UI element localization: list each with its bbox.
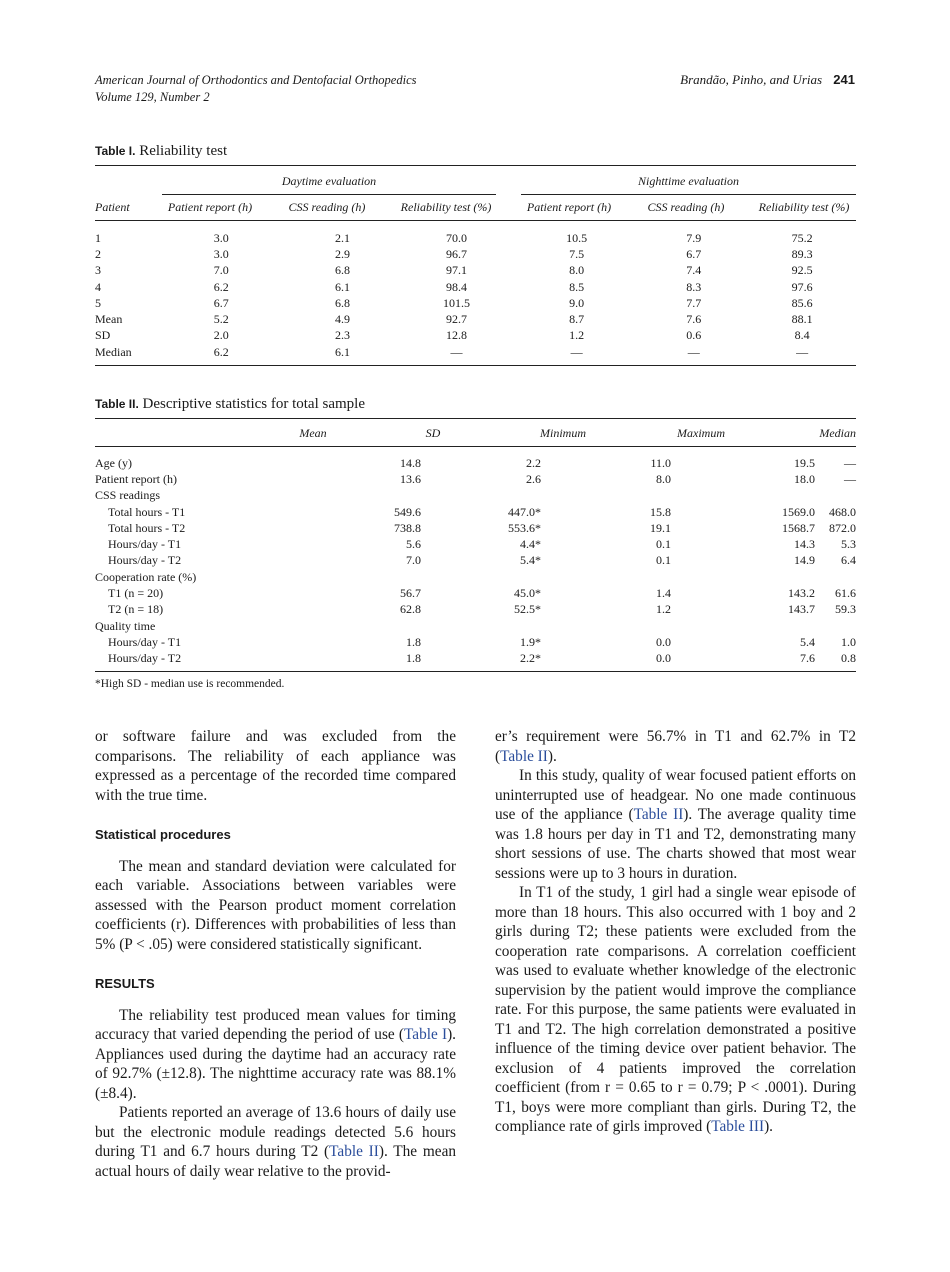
table2-cell: 738.8 <box>394 520 421 535</box>
table1-row-label: 1 <box>95 230 101 245</box>
table1-cell: 3.0 <box>213 246 229 261</box>
left-para-1: or software failure and was excluded from the comparisons. The reliability of each appliance was expressed as a percentage of the recorded time compared with the true time. <box>95 728 456 804</box>
table1-cell: 6.7 <box>213 295 229 310</box>
table2-cell <box>541 488 671 504</box>
table1-cell: 96.7 <box>445 246 467 261</box>
table2-cell <box>671 569 815 585</box>
table2-row <box>95 520 856 536</box>
table2-cell: 2.2 <box>526 455 541 470</box>
table2-row <box>95 471 856 487</box>
table1-cell: — <box>687 344 700 359</box>
table2-header-rule <box>95 446 856 447</box>
table1-top-rule <box>95 165 856 166</box>
table1-cell: 97.6 <box>791 279 813 294</box>
table1-cell: 6.7 <box>686 246 702 261</box>
table2-row <box>95 455 856 471</box>
table2-cell: 5.4 <box>800 634 815 649</box>
table2-cell: 45.0* <box>514 586 541 601</box>
table2-cell: 19.1 <box>650 520 671 535</box>
table2-cell: 5.4* <box>520 553 541 568</box>
page-number: 241 <box>833 72 855 87</box>
table2-cell <box>421 488 541 504</box>
table2-row <box>95 651 856 667</box>
table1-cell: 89.3 <box>791 246 813 261</box>
table1-cell: 10.5 <box>566 230 588 245</box>
link-table-2[interactable]: Table II <box>329 1143 379 1160</box>
running-header-authors <box>680 72 855 88</box>
left-column <box>95 727 456 1181</box>
table2-cell: 13.6 <box>400 471 421 486</box>
table2-row-label: Patient report (h) <box>95 471 177 486</box>
table2-cell: 143.2 <box>788 586 815 601</box>
table1-cell: 7.6 <box>686 312 702 327</box>
table1-cell: 7.0 <box>213 263 229 278</box>
table1-caption <box>95 143 227 160</box>
table2-cell: 447.0* <box>508 504 541 519</box>
table1-row-label: 5 <box>95 295 101 310</box>
table1-cell: 7.4 <box>686 263 702 278</box>
table1-row-label: Mean <box>95 312 123 327</box>
table2-cell: 1.0 <box>841 634 856 649</box>
table1-col-night-reliability: Reliability test (%) <box>758 200 850 214</box>
table2-row-label: Total hours - T1 <box>108 504 186 519</box>
table2-cell <box>421 618 541 634</box>
table2-row <box>95 504 856 520</box>
table1-day-rule <box>162 194 496 195</box>
table1-cell: 2.3 <box>334 328 350 343</box>
table2-row <box>95 536 856 552</box>
table2-cell: 0.0 <box>656 651 671 666</box>
journal-name: American Journal of Orthodontics and Dentofacial Orthopedics <box>95 73 417 87</box>
table2-cell: 18.0 <box>794 471 815 486</box>
table2-cell: 1.2 <box>656 602 671 617</box>
table2-row-label: T2 (n = 18) <box>108 602 164 617</box>
heading-results: RESULTS <box>95 976 155 991</box>
table1-cell: 92.5 <box>791 263 813 278</box>
right-para-1: er’s requirement were 56.7% in T1 and 62.7% in T2 (Table II). <box>495 728 856 765</box>
table1-header-rule <box>95 220 856 221</box>
table1-col-day-report: Patient report (h) <box>167 200 253 214</box>
table1-row <box>95 344 856 360</box>
table1-cell: 2.0 <box>213 328 229 343</box>
right-column <box>495 727 856 1137</box>
table2-cell: 872.0 <box>829 520 856 535</box>
table2-cell <box>815 488 856 504</box>
table2-cell <box>671 618 815 634</box>
table1-cell: 6.1 <box>334 279 350 294</box>
table1-cell: 8.0 <box>569 263 585 278</box>
table2-row-label: Age (y) <box>95 455 132 470</box>
table2-cell <box>541 618 671 634</box>
table2-col-maximum: Maximum <box>677 426 725 440</box>
table2-cell: 56.7 <box>400 586 421 601</box>
table2-cell: 143.7 <box>788 602 815 617</box>
right-para-3: In T1 of the study, 1 girl had a single wear episode of more than 18 hours. This also occurred with 1 boy and 2 girls during T2; these patients were excluded from the cooperation rate comparisons. A correlation coefficient was used to evaluate whether knowledge of the electronic supervision by the patient would improve the compliance rate. For this purpose, the same patients were evaluated in T1 and T2. The high correlation demonstrated a positive influence of the timing device over patient behavior. The exclusion of 4 patients improved the correlation coefficient (from r = 0.65 to r = 0.79; P < .0001). During T1, boys were more compliant than girls. During T2, the compliance rate of girls improved (Table III). <box>495 884 856 1135</box>
right-para-2: In this study, quality of wear focused patient efforts on uninterrupted use of headgear. No one made continuous use of the appliance (Table II). The average quality time was 1.8 hours per day in T1 and T2, demonstrating many short sessions of use. The charts showed that most wear sessions were up to 3 hours in duration. <box>495 767 856 882</box>
table1-cell: 97.1 <box>445 263 467 278</box>
table1-body <box>95 230 856 360</box>
table2-caption <box>95 396 365 413</box>
table1-cell: 6.8 <box>334 295 350 310</box>
table2-cell: 61.6 <box>835 586 856 601</box>
table2-row-label: Hours/day - T1 <box>108 537 182 552</box>
left-para-2: The mean and standard deviation were calculated for each variable. Associations between variables were assessed with the Pearson product moment correlation coefficients (r). Differences with probabilities of less than 5% (P < .05) were considered statistically significant. <box>95 857 456 953</box>
table1-col-day-css: CSS reading (h) <box>288 200 366 214</box>
table1-cell: 8.5 <box>569 279 585 294</box>
table1-row <box>95 230 856 246</box>
table2-row <box>95 585 856 601</box>
table2-cell: 52.5* <box>514 602 541 617</box>
table2-col-minimum: Minimum <box>540 426 586 440</box>
table2-label: Table II. <box>95 397 139 411</box>
table2-row <box>95 634 856 650</box>
table1-cell: 7.5 <box>569 246 585 261</box>
table2-cell <box>421 569 541 585</box>
table1-row <box>95 279 856 295</box>
table2-cell: 7.6 <box>800 651 815 666</box>
table1-cell: 9.0 <box>569 295 585 310</box>
journal-volume: Volume 129, Number 2 <box>95 90 210 104</box>
table2-row <box>95 602 856 618</box>
table2-cell: 14.9 <box>794 553 815 568</box>
table1-cell: 12.8 <box>445 328 467 343</box>
table2-cell: 1.8 <box>406 634 421 649</box>
table1-cell: 2.9 <box>334 246 350 261</box>
table2-cell: 1.9* <box>520 634 541 649</box>
table1-cell: — <box>796 344 809 359</box>
table1-col-day-reliability: Reliability test (%) <box>400 200 492 214</box>
table1-row-label: 2 <box>95 246 101 261</box>
table2-cell: 19.5 <box>794 455 815 470</box>
table1-cell: 7.7 <box>686 295 702 310</box>
table2-cell: 5.6 <box>406 537 421 552</box>
table2-cell: 0.1 <box>656 553 671 568</box>
table2-footnote: *High SD - median use is recommended. <box>95 678 285 690</box>
table2-cell: 11.0 <box>650 455 671 470</box>
table1-cell: 101.5 <box>442 295 470 310</box>
table1-cell: 1.2 <box>569 328 585 343</box>
table1-row <box>95 246 856 262</box>
table2-cell <box>270 569 421 585</box>
table2-cell <box>815 569 856 585</box>
table2-cell: 468.0 <box>829 504 856 519</box>
table2-cell <box>671 488 815 504</box>
table2-row-label: Hours/day - T2 <box>108 553 182 568</box>
table2-row <box>95 569 856 585</box>
table2-cell: — <box>844 455 856 470</box>
table2-cell: 8.0 <box>656 471 671 486</box>
table2-body <box>95 455 856 667</box>
table2-cell: 1568.7 <box>782 520 815 535</box>
table1-group-day: Daytime evaluation <box>281 174 377 188</box>
table2-cell: 0.1 <box>656 537 671 552</box>
table2-cell: 14.8 <box>400 455 421 470</box>
table1-col-night-report: Patient report (h) <box>526 200 612 214</box>
table2-row-label: Total hours - T2 <box>108 520 186 535</box>
table2-cell <box>270 488 421 504</box>
table1-row-label: Median <box>95 344 132 359</box>
table2-cell: 553.6* <box>508 520 541 535</box>
table1-row <box>95 295 856 311</box>
table1-row-label: SD <box>95 328 111 343</box>
table2-cell: 1.4 <box>656 586 671 601</box>
table1-cell: 5.2 <box>213 312 229 327</box>
table1-col-patient: Patient <box>95 200 130 214</box>
table1-row <box>95 328 856 344</box>
table2-bottom-rule <box>95 671 856 672</box>
table2-cell <box>270 618 421 634</box>
table1-cell: 75.2 <box>791 230 813 245</box>
table1-cell: 98.4 <box>445 279 467 294</box>
link-table-2[interactable]: Table II <box>500 747 548 765</box>
table1-cell: 6.8 <box>334 263 350 278</box>
table2-cell: 0.0 <box>656 634 671 649</box>
table1-row-label: 3 <box>95 263 101 278</box>
table2-cell: 14.3 <box>794 537 815 552</box>
table1-cell: 3.0 <box>213 230 229 245</box>
table2-cell: 5.3 <box>841 537 856 552</box>
table2-cell: 1569.0 <box>782 504 815 519</box>
table2-cell: 59.3 <box>835 602 856 617</box>
table1-group-night: Nighttime evaluation <box>638 174 739 188</box>
table2-row-label: CSS readings <box>95 488 161 503</box>
table1-bottom-rule <box>95 365 856 366</box>
table1-cell: 8.7 <box>569 312 585 327</box>
left-para-3: The reliability test produced mean values for timing accuracy that varied depending the period of use (Table I). Appliances used during the daytime had an accuracy rate of 92.7% (±12.8). The nighttime accuracy rate was 88.1% (±8.4). <box>95 1006 456 1102</box>
table2-cell: 15.8 <box>650 504 671 519</box>
table2-row-label: Cooperation rate (%) <box>95 569 197 584</box>
table1-cell: 6.2 <box>213 279 229 294</box>
table2-title: Descriptive statistics for total sample <box>142 396 365 412</box>
table2-cell: 549.6 <box>394 504 421 519</box>
table2-col-median: Median <box>819 426 856 440</box>
table1-cell: 85.6 <box>791 295 813 310</box>
table2-col-sd: SD <box>425 426 441 440</box>
table1-cell: 4.9 <box>334 312 350 327</box>
table1-title: Reliability test <box>139 143 228 159</box>
table1-row-label: 4 <box>95 279 101 294</box>
table2-row-label: T1 (n = 20) <box>108 586 164 601</box>
table2-cell: 1.8 <box>406 651 421 666</box>
table1-cell: — <box>570 344 583 359</box>
table2-cell: 7.0 <box>406 553 421 568</box>
table2-cell <box>815 618 856 634</box>
table2-cell: 6.4 <box>841 553 856 568</box>
link-table-3[interactable]: Table III <box>711 1118 765 1135</box>
table1-row <box>95 263 856 279</box>
table2-col-mean: Mean <box>299 426 327 440</box>
table1-label: Table I. <box>95 144 136 158</box>
table1-night-rule <box>521 194 856 195</box>
table2-cell: — <box>844 471 856 486</box>
left-para-4: Patients reported an average of 13.6 hours of daily use but the electronic module readings detected 5.6 hours during T1 and 6.7 hours during T2 (Table II). The mean actual hours of daily wear relative to the provid- <box>95 1104 457 1180</box>
table2-cell: 62.8 <box>400 602 421 617</box>
table1-cell: 70.0 <box>445 230 467 245</box>
link-table-1[interactable]: Table I <box>404 1026 448 1043</box>
table1-cell: 7.9 <box>686 230 702 245</box>
link-table-2[interactable]: Table II <box>633 806 684 823</box>
table2-row <box>95 618 856 634</box>
table1-cell: 6.1 <box>334 344 350 359</box>
table1-cell: 92.7 <box>445 312 467 327</box>
table1-cell: 88.1 <box>791 312 813 327</box>
table1-cell: 8.3 <box>686 279 702 294</box>
table2-row-label: Hours/day - T1 <box>108 634 182 649</box>
table2-row <box>95 488 856 504</box>
table2-cell: 4.4* <box>520 537 541 552</box>
table2-row-label: Hours/day - T2 <box>108 651 182 666</box>
table2-top-rule <box>95 418 856 419</box>
table2-row-label: Quality time <box>95 618 156 633</box>
table2-cell <box>541 569 671 585</box>
table1-cell: — <box>450 344 463 359</box>
table1-cell: 0.6 <box>686 328 702 343</box>
table1-cell: 2.1 <box>334 230 350 245</box>
table1-cell: 6.2 <box>213 344 229 359</box>
table2-cell: 2.6 <box>526 471 541 486</box>
table1-row <box>95 311 856 327</box>
table2-cell: 2.2* <box>520 651 541 666</box>
table2-row <box>95 553 856 569</box>
table1-col-night-css: CSS reading (h) <box>647 200 725 214</box>
heading-statistical-procedures: Statistical procedures <box>95 827 231 842</box>
table1-cell: 8.4 <box>794 328 810 343</box>
table2-cell: 0.8 <box>841 651 856 666</box>
running-header-journal <box>95 72 417 106</box>
authors: Brandão, Pinho, and Urias <box>680 72 823 87</box>
